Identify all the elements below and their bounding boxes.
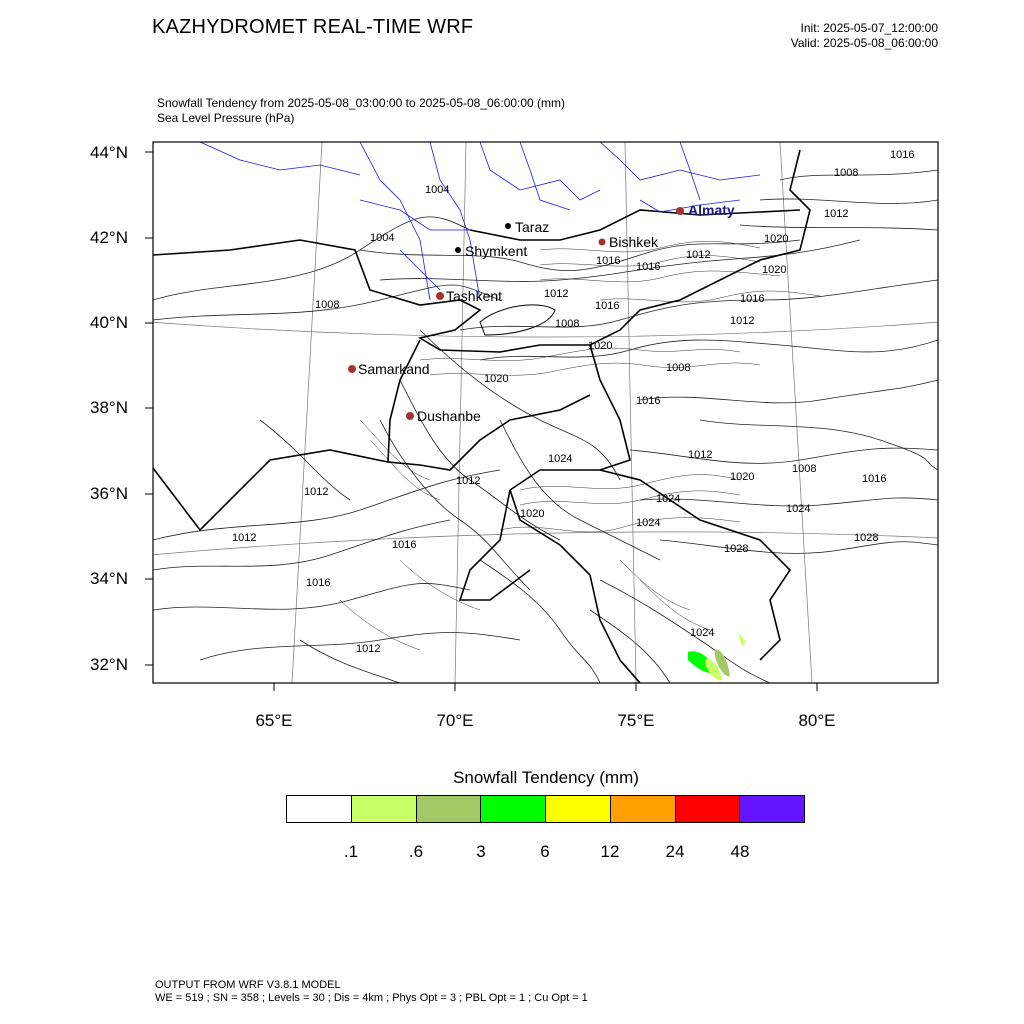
isobar-label: 1016 xyxy=(890,149,915,161)
colorbar xyxy=(286,795,805,823)
isobar-label: 1012 xyxy=(544,288,569,300)
isobars xyxy=(153,170,938,683)
lon-label-80: 80°E xyxy=(798,711,836,730)
isobar-label: 1012 xyxy=(356,643,381,655)
isobar-label: 1008 xyxy=(792,463,817,475)
isobar-label: 1012 xyxy=(456,475,481,487)
country-borders xyxy=(153,150,810,683)
isobar-label: 1020 xyxy=(484,373,509,385)
isobar-label: 1016 xyxy=(636,395,661,407)
colorbar-swatch xyxy=(611,796,676,822)
lon-label-75: 75°E xyxy=(617,711,655,730)
isobar-label: 1004 xyxy=(370,232,395,244)
isobar-label: 1024 xyxy=(548,453,573,465)
city-label-tashkent: Tashkent xyxy=(446,288,503,304)
colorbar-swatch xyxy=(417,796,482,822)
isobar-label: 1024 xyxy=(656,493,681,505)
bishkek-marker xyxy=(599,239,606,246)
city-labels xyxy=(358,202,735,424)
isobar-label: 1012 xyxy=(824,208,849,220)
colorbar-swatch xyxy=(740,796,804,822)
lon-label-65: 65°E xyxy=(255,711,293,730)
city-label-shymkent: Shymkent xyxy=(465,243,528,259)
city-label-taraz: Taraz xyxy=(515,219,550,235)
isobar-label: 1020 xyxy=(762,264,787,276)
city-label-bishkek: Bishkek xyxy=(609,234,659,250)
colorbar-label: 3 xyxy=(476,842,486,861)
isobar-label: 1016 xyxy=(595,300,620,312)
isobar-label: 1012 xyxy=(730,315,755,327)
isobar-label: 1020 xyxy=(764,233,789,245)
lat-label-38: 38°N xyxy=(90,398,128,417)
city-label-dushanbe: Dushanbe xyxy=(417,408,481,424)
isobar-label: 1028 xyxy=(854,532,879,544)
isobar-label: 1016 xyxy=(306,577,331,589)
colorbar-label: 12 xyxy=(600,842,620,861)
isobar-label: 1024 xyxy=(690,627,715,639)
pressure-field-label: Sea Level Pressure (hPa) xyxy=(157,111,295,125)
model-config: WE = 519 ; SN = 358 ; Levels = 30 ; Dis = 4km ; Phys Opt = 3 ; PBL Opt = 1 ; Cu Opt = 1 xyxy=(155,992,588,1004)
lat-label-34: 34°N xyxy=(90,569,128,588)
lakes xyxy=(480,305,555,335)
shymkent-marker xyxy=(455,247,461,253)
isobar-label: 1008 xyxy=(555,318,580,330)
isobar-label: 1012 xyxy=(304,486,329,498)
lon-label-70: 70°E xyxy=(436,711,474,730)
city-label-samarkand: Samarkand xyxy=(358,361,430,377)
model-version: OUTPUT FROM WRF V3.8.1 MODEL xyxy=(155,979,341,991)
samarkand-marker xyxy=(348,365,356,373)
colorbar-label: 48 xyxy=(730,842,750,861)
isobar-label: 1016 xyxy=(392,539,417,551)
isobar-label: 1028 xyxy=(724,543,749,555)
colorbar-swatch xyxy=(546,796,611,822)
valid-time: Valid: 2025-05-08_06:00:00 xyxy=(790,36,938,50)
colorbar-swatch xyxy=(676,796,741,822)
isobar-label: 1008 xyxy=(666,362,691,374)
colorbar-label: 6 xyxy=(540,842,550,861)
isobar-labels xyxy=(232,149,914,655)
dushanbe-marker xyxy=(406,412,414,420)
colorbar-swatch xyxy=(352,796,417,822)
taraz-marker xyxy=(505,223,511,229)
isobar-label: 1020 xyxy=(520,508,545,520)
colorbar-label: .1 xyxy=(343,842,359,861)
lat-label-40: 40°N xyxy=(90,313,128,332)
lat-label-42: 42°N xyxy=(90,228,128,247)
snowfall-field-label: Snowfall Tendency from 2025-05-08_03:00:00 to 2025-05-08_06:00:00 (mm) xyxy=(157,96,566,110)
snowfall-shading xyxy=(688,632,746,680)
model-title: KAZHYDROMET REAL-TIME WRF xyxy=(152,16,474,38)
model-footer xyxy=(155,979,588,1005)
isobar-label: 1016 xyxy=(636,261,661,273)
isobar-label: 1004 xyxy=(425,184,450,196)
init-time: Init: 2025-05-07_12:00:00 xyxy=(800,21,938,35)
lat-label-36: 36°N xyxy=(90,484,128,503)
isobar-label: 1012 xyxy=(232,532,257,544)
isobar-label: 1020 xyxy=(588,340,613,352)
colorbar-label: 24 xyxy=(665,842,685,861)
isobar-label: 1008 xyxy=(315,299,340,311)
city-label-almaty: Almaty xyxy=(688,202,735,218)
tashkent-marker xyxy=(436,292,444,300)
admin-boundaries xyxy=(200,142,760,300)
almaty-marker xyxy=(676,207,684,215)
colorbar-label: .6 xyxy=(408,842,424,861)
colorbar-swatch xyxy=(287,796,352,822)
isobar-label: 1012 xyxy=(688,449,713,461)
legend-title: Snowfall Tendency (mm) xyxy=(453,768,639,787)
isobar-label: 1012 xyxy=(686,249,711,261)
lat-label-44: 44°N xyxy=(90,143,128,162)
isobar-label: 1016 xyxy=(740,293,765,305)
lat-label-32: 32°N xyxy=(90,655,128,674)
isobar-label: 1008 xyxy=(834,167,859,179)
isobar-label: 1016 xyxy=(862,473,887,485)
isobar-label: 1020 xyxy=(730,471,755,483)
isobar-label: 1024 xyxy=(786,503,811,515)
isobar-label: 1024 xyxy=(636,517,661,529)
colorbar-swatch xyxy=(481,796,546,822)
isobar-label: 1016 xyxy=(596,255,621,267)
